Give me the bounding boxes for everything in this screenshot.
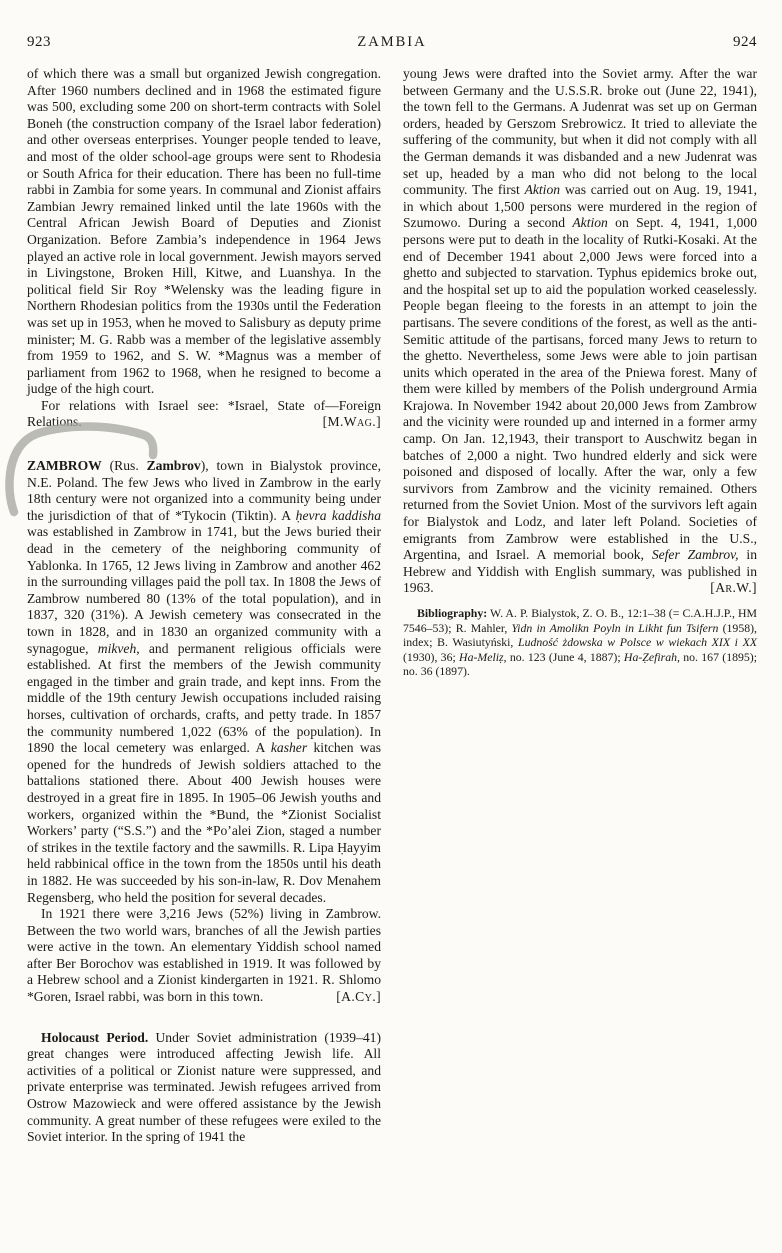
text-run: Ludność żdowska w Polsce w wiekach XIX i XX [518, 635, 758, 650]
page-number-left: 923 [27, 34, 51, 50]
text-run: , no. 123 (June 4, 1887); [503, 649, 624, 664]
text-run: Ha-Ẓefirah [623, 649, 678, 664]
page-header [0, 0, 782, 51]
text-run: Aktion [524, 182, 561, 198]
paragraph [27, 1030, 381, 1146]
paragraph [27, 66, 381, 398]
text-run: was established in Zambrow in 1741, but the Jews buried their dead in the cemetery of the neighboring community of Yablonka. In 1765, 12 Jews living in Zambrow and another 462 in the surrounding villages paid the poll tax. In 1808 the Jews of Zambrow numbered 80 (13% of the total population), and in 1837, 320 (31%). A Jewish cemetery was consecrated in the town in 1828, and in 1830 an organized community with a synagogue, [27, 524, 381, 656]
paragraph [403, 66, 757, 597]
text-run: young Jews were drafted into the Soviet army. After the war between Germany and the U.S.S.R. broke out (June 22, 1941), the town fell to the Germans. A Judenrat was set up on German orders, headed by Gerszom Srebrowicz. It tried to alleviate the suffering of the community, but when it did not comply with all the German demands it was disbanded and a new Judenrat was set up, headed by a man who did not belong to the local community. The first [403, 66, 757, 198]
text-run: Zambrov [146, 458, 201, 474]
text-run: Ha-Meliẓ [459, 649, 504, 664]
paragraph [27, 398, 381, 431]
right-column [403, 66, 757, 1146]
text-run: of which there was a small but organized Jewish congregation. After 1960 numbers declined and in 1968 the estimated figure was 500, excluding some 200 on short-term contracts with Solel Boneh (the construction company of the Israel labor federation) and other overseas enterprises. Younger people tended to leave, and most of the older school-age groups were sent to Rhodesia or South Africa for their education. There has been no full-time rabbi in Zambia for some years. In communal and Zionist affairs Zambian Jewry remained linked until the late 1960s with the Central African Jewish Board of Deputies and Zionist Organization. Before Zambia’s independence in 1964 Jews played an active role in local government. Jewish mayors served in Livingstone, Broken Hill, Kitwe, and Luanshya. In the political field Sir Roy *Welensky was the leading figure in Northern Rhodesian politics from the 1930s until the Federation was set up in 1953, when he moved to Salisbury as deputy prime minister; M. G. Rabb was a member of the legislative assembly from 1959 to 1962, and S. W. *Magnus was a member of parliament from 1962 to 1968, when he resigned to become a judge of the high court. [27, 66, 381, 397]
text-run: Bibliography: [417, 606, 488, 620]
text-run: ), town in Bialystok province, N.E. Poland. The few Jews who lived in Zambrow in the early 18th century were not organized into a community being under the jurisdiction of that of *Tykocin (Tiktin). A [27, 458, 381, 523]
text-run: on Sept. 4, 1941, 1,000 persons were put to death in the locality of Rutki-Kosaki. At the end of December 1941 about 2,000 Jews were forced into a ghetto and subjected to starvation. Typhus epidemics broke out, and the hospital set up to aid the population worked ceaselessly. People began fleeing to the forests in an attempt to join the partisans. The severe conditions of the forest, as well as the anti-Semitic attitude of the partisans, forced many Jews to return to the ghetto. Nevertheless, some Jews were able to join partisan units which operated in the area of the Pniewa forest. Many of them were killed by members of the Polish underground Armia Krajowa. In November 1942 about 20,000 Jews from Zambrow and the vicinity were rounded up and interned in a former army camp. On Jan. 12,1943, their transport to Auschwitz began in batches of 2,000 a night. Two hundred elderly and sick were poisoned and disposed of locally. After the war, only a few survivors from Zambrow and the vicinity remained. Others returned from the Soviet Union. Most of the survivors left again for Bialystok and Lodz, and later left Poland. Societies of emigrants from Zambrow were established in the U.S., Argentina, and Israel. A memorial book, [403, 215, 757, 563]
marker-swoosh-icon [27, 431, 381, 458]
text-run: ZAMBROW [27, 458, 102, 474]
running-title: ZAMBIA [357, 34, 427, 50]
text-run: Yidn in Amolikn Poyln in Likht fun Tsifern [511, 620, 719, 635]
text-run: In 1921 there were 3,216 Jews (52%) living in Zambrow. Between the two world wars, branches of all the Jewish parties were active in the town. An elementary Yiddish school named after Ber Borochov was established in 1919. It was followed by a Hebrew school and a Zionist kindergarten in 1921. R. Shlomo *Goren, Israel rabbi, was born in this town. [27, 906, 381, 1005]
paragraph [27, 458, 381, 906]
author-signature: [M.Wag.] [322, 414, 381, 430]
text-run: kasher [270, 740, 308, 756]
author-signature: [A.Cy.] [336, 989, 381, 1005]
author-signature: [Ar.W.] [710, 580, 757, 596]
text-run: kitchen was opened for the hundreds of Jewish soldiers attached to the battalions stationed there. About 400 Jewish houses were destroyed in a great fire in 1895. In 1905–06 Jewish youths and workers, organized within the *Bund, the *Zionist Socialist Workers’ party (“S.S.”) and the *Po’alei Zion, staged a number of strikes in the textile factory and the sawmills. R. Lipa Ḥayyim held rabbinical office in the town from the 1850s until his death in 1882. He was succeeded by his son-in-law, R. Dov Menahem Regensberg, who held the position for several decades. [27, 740, 381, 905]
text-run: , and permanent religious officials were established. At first the members of the Jewish community engaged in the timber and grain trade, and kept inns. From the middle of the 19th century Jewish occupations included raising horses, cultivation of orchards, crafts, and petty trade. In 1857 the community numbered 1,022 (63% of the population). In 1890 the local cemetery was enlarged. A [27, 640, 382, 756]
text-run: (Rus. [101, 458, 147, 474]
text-run: in Hebrew and Yiddish with English summary, was published in 1963. [403, 547, 757, 596]
page-number-right: 924 [733, 34, 757, 50]
text-run: was carried out on Aug. 19, 1941, in which about 1,500 persons were murdered in the region of Szumowo. During a second [403, 182, 757, 231]
left-column [27, 66, 381, 1146]
text-run: Under Soviet administration (1939–41) great changes were introduced affecting Jewish life. All activities of a political or Zionist nature were suppressed, and private enterprise was terminated. Jewish refugees arrived from Ostrow Mazowieck and were offered assistance by the Jewish community. A great number of these refugees were exiled to the Soviet interior. In the spring of 1941 the [27, 1029, 381, 1145]
text-run: W. A. P. Bialystok, Z. O. B., 12:1–38 (= C.A.H.J.P., HM 7546–53); R. Mahler, [403, 606, 757, 635]
text-run: Aktion [572, 215, 608, 231]
text-run: Sefer Zambrov, [651, 547, 739, 563]
text-run: , no. 167 (1895); no. 36 (1897). [403, 649, 757, 679]
text-run: Holocaust Period. [41, 1029, 149, 1045]
text-run: For relations with Israel see: *Israel, State of—Foreign Relations. [27, 397, 381, 430]
text-run: mikveh [97, 640, 137, 656]
text-run: ḥevra kaddisha [295, 507, 381, 523]
paragraph [27, 906, 381, 1006]
text-columns [27, 66, 757, 1146]
paragraph [403, 606, 757, 679]
text-run: (1930), 36; [403, 649, 460, 664]
text-run: (1958), index; B. Wasiutyński, [403, 620, 758, 650]
